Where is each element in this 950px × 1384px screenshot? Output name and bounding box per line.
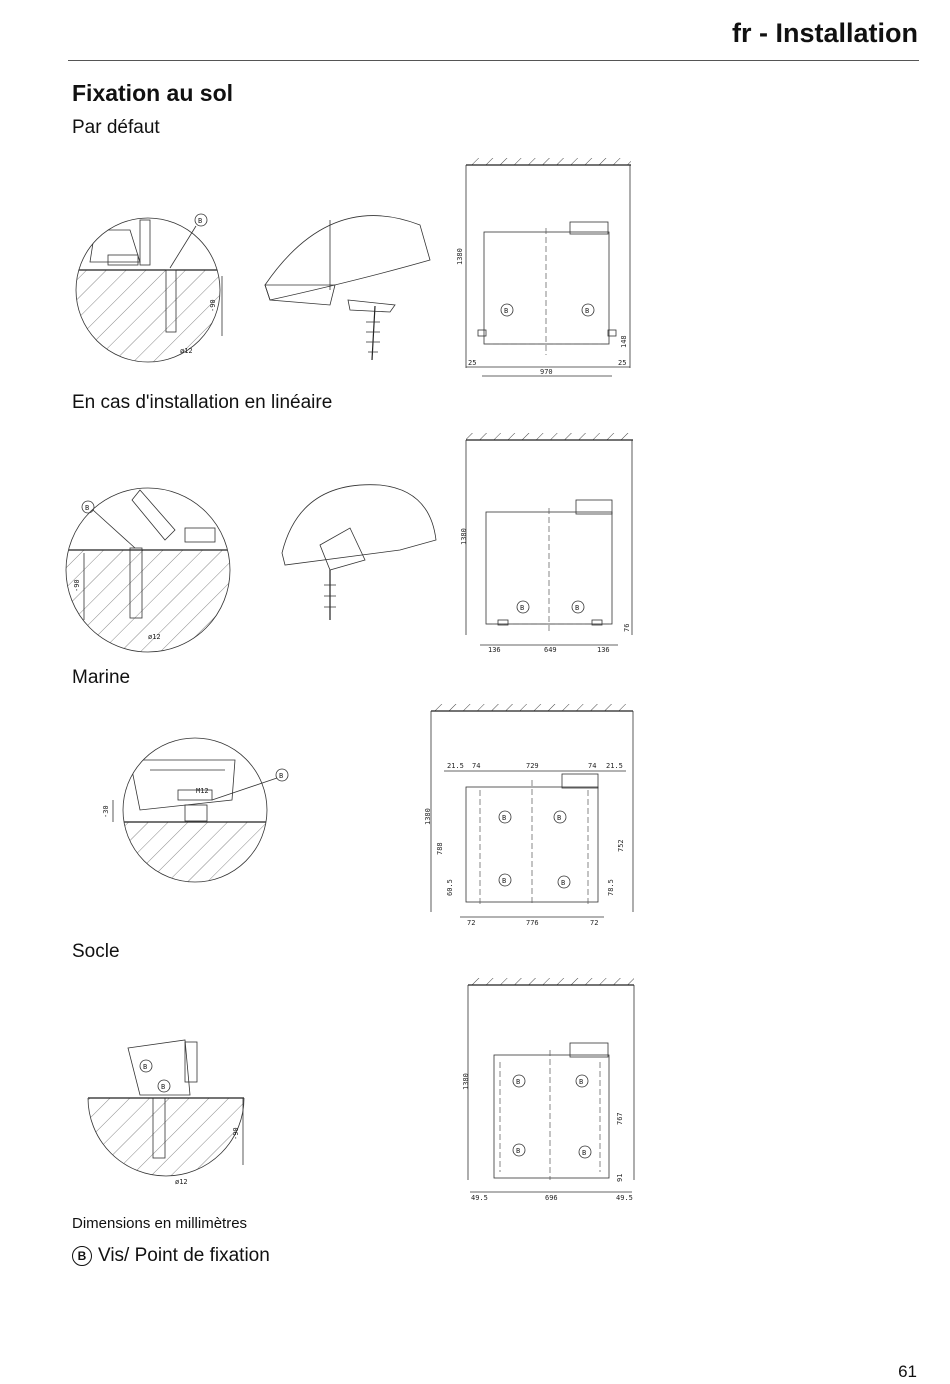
dim-plinth-diameter: ø12 bbox=[175, 1178, 188, 1186]
marker-b-icon: B bbox=[72, 1246, 92, 1266]
svg-text:B: B bbox=[143, 1063, 148, 1071]
dim-marine-t2: 74 bbox=[472, 762, 481, 770]
page-header: fr - Installation bbox=[731, 18, 918, 48]
svg-text:B: B bbox=[557, 814, 562, 822]
dim-linear-right: 136 bbox=[597, 646, 610, 654]
dim-marine-t5: 21.5 bbox=[606, 762, 623, 770]
svg-text:B: B bbox=[582, 1149, 587, 1157]
dim-plinth-v2: 91 bbox=[616, 1173, 624, 1182]
dim-default-right: 25 bbox=[618, 359, 627, 367]
dim-linear-diameter: ø12 bbox=[148, 633, 161, 641]
dim-marine-height: 1380 bbox=[424, 808, 432, 825]
svg-text:B: B bbox=[516, 1147, 521, 1155]
subsection-plinth: Socle bbox=[72, 941, 120, 962]
svg-text:B: B bbox=[198, 217, 203, 225]
dim-plinth-b2: 696 bbox=[545, 1194, 558, 1202]
dim-plinth-b1: 49.5 bbox=[471, 1194, 488, 1202]
svg-text:B: B bbox=[585, 307, 590, 315]
dim-default-height: 1380 bbox=[456, 248, 464, 265]
dim-linear-depth: -90 bbox=[73, 579, 81, 592]
svg-text:B: B bbox=[502, 814, 507, 822]
svg-text:B: B bbox=[85, 504, 90, 512]
svg-text:B: B bbox=[520, 604, 525, 612]
dim-default-depth: -90 bbox=[209, 299, 217, 312]
dim-plinth-b3: 49.5 bbox=[616, 1194, 633, 1202]
subsection-marine: Marine bbox=[72, 667, 131, 688]
svg-text:B: B bbox=[504, 307, 509, 315]
dim-linear-side: 76 bbox=[623, 623, 631, 632]
dim-default-width: 970 bbox=[540, 368, 553, 376]
dim-marine-depth: -30 bbox=[102, 805, 110, 818]
section-title: Fixation au sol bbox=[72, 80, 234, 106]
dim-plinth-depth: -90 bbox=[232, 1127, 240, 1140]
page-number: 61 bbox=[898, 1362, 917, 1381]
dim-marine-b3: 72 bbox=[590, 919, 599, 927]
dim-marine-v3: 752 bbox=[617, 839, 625, 852]
dim-default-diameter: ø12 bbox=[180, 347, 193, 355]
legend-text: Vis/ Point de fixation bbox=[98, 1245, 270, 1266]
dim-marine-t3: 729 bbox=[526, 762, 539, 770]
dim-marine-bolt: M12 bbox=[196, 787, 209, 795]
legend bbox=[72, 1245, 270, 1267]
dim-default-side: 148 bbox=[620, 335, 628, 348]
dim-linear-height: 1380 bbox=[460, 528, 468, 545]
svg-text:B: B bbox=[502, 877, 507, 885]
svg-text:B: B bbox=[279, 772, 284, 780]
dim-marine-b2: 776 bbox=[526, 919, 539, 927]
dim-linear-left: 136 bbox=[488, 646, 501, 654]
svg-text:B: B bbox=[575, 604, 580, 612]
dim-default-left: 25 bbox=[468, 359, 477, 367]
dim-marine-b1: 72 bbox=[467, 919, 476, 927]
svg-text:B: B bbox=[516, 1078, 521, 1086]
dimensions-note: Dimensions en millimètres bbox=[72, 1215, 248, 1232]
subsection-default: Par défaut bbox=[72, 117, 160, 138]
dim-plinth-v1: 767 bbox=[616, 1112, 624, 1125]
subsection-linear: En cas d'installation en linéaire bbox=[72, 392, 333, 413]
dim-marine-t1: 21.5 bbox=[447, 762, 464, 770]
dim-marine-v4: 78.5 bbox=[607, 879, 615, 896]
svg-text:B: B bbox=[579, 1078, 584, 1086]
svg-text:B: B bbox=[561, 879, 566, 887]
svg-text:B: B bbox=[161, 1083, 166, 1091]
dim-marine-v1: 788 bbox=[436, 842, 444, 855]
dim-marine-v2: 60.5 bbox=[446, 879, 454, 896]
dim-plinth-height: 1380 bbox=[462, 1073, 470, 1090]
dim-marine-t4: 74 bbox=[588, 762, 597, 770]
dim-linear-mid: 649 bbox=[544, 646, 557, 654]
